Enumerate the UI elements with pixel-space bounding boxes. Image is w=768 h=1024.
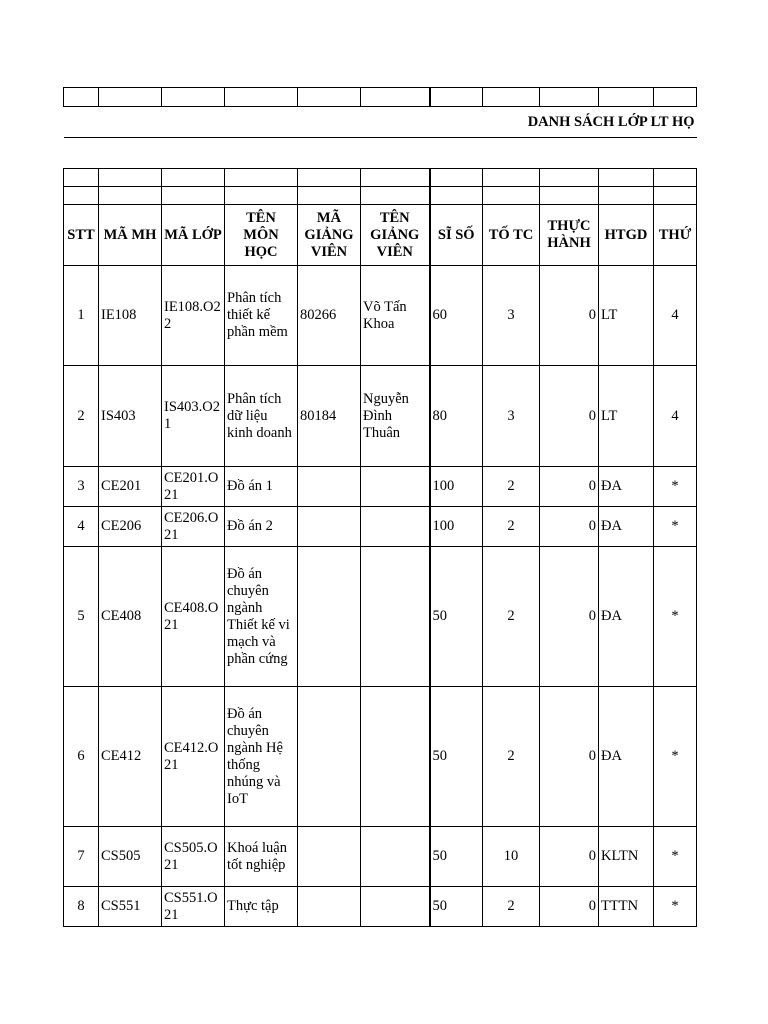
spreadsheet	[63, 87, 696, 927]
cell-si-so: 80	[430, 366, 483, 467]
cell-thuc-hanh: 0	[540, 887, 599, 927]
table-row	[64, 366, 697, 467]
cell-to-tc: 2	[483, 507, 540, 547]
cell-to-tc: 2	[483, 887, 540, 927]
cell-htgd: TTTN	[599, 887, 654, 927]
cell-ma-giang-vien	[298, 887, 361, 927]
cell-ten-mon-hoc: Khoá luận tốt nghiệp	[225, 827, 298, 887]
cell-thu: *	[654, 887, 697, 927]
cell-to-tc: 2	[483, 547, 540, 687]
cell-ma-mh: CS551	[99, 887, 162, 927]
cell-stt: 5	[64, 547, 99, 687]
cell-ma-lop: CS551.O21	[162, 887, 225, 927]
header-ten-mon-hoc: TÊN MÔN HỌC	[225, 205, 298, 266]
cell-ten-mon-hoc: Phân tích dữ liệu kinh doanh	[225, 366, 298, 467]
header-ma-mh: MÃ MH	[99, 205, 162, 266]
page-title: DANH SÁCH LỚP LT HỌ	[527, 113, 695, 130]
title-row	[64, 107, 697, 138]
cell-thuc-hanh: 0	[540, 467, 599, 507]
table-row	[64, 507, 697, 547]
cell-ma-giang-vien: 80184	[298, 366, 361, 467]
table-row	[64, 266, 697, 366]
cell-thuc-hanh: 0	[540, 366, 599, 467]
cell-ten-mon-hoc: Đồ án chuyên ngành Thiết kế vi mạch và phần cứng	[225, 547, 298, 687]
cell-ten-giang-vien: Võ Tấn Khoa	[361, 266, 430, 366]
cell-ma-mh: CE206	[99, 507, 162, 547]
cell-ten-mon-hoc: Thực tập	[225, 887, 298, 927]
cell-ten-giang-vien	[361, 827, 430, 887]
cell-ma-mh: IS403	[99, 366, 162, 467]
empty-row	[64, 187, 697, 205]
cell-htgd: ĐA	[599, 687, 654, 827]
cell-ten-giang-vien: Nguyễn Đình Thuân	[361, 366, 430, 467]
cell-thu: *	[654, 507, 697, 547]
cell-ma-lop: CE412.O21	[162, 687, 225, 827]
table-row	[64, 687, 697, 827]
header-htgd: HTGD	[599, 205, 654, 266]
cell-ma-lop: IS403.O21	[162, 366, 225, 467]
cell-htgd: KLTN	[599, 827, 654, 887]
cell-to-tc: 3	[483, 366, 540, 467]
cell-ma-giang-vien: 80266	[298, 266, 361, 366]
cell-thuc-hanh: 0	[540, 266, 599, 366]
cell-ten-mon-hoc: Đồ án chuyên ngành Hệ thống nhúng và IoT	[225, 687, 298, 827]
cell-htgd: LT	[599, 266, 654, 366]
cell-thu: *	[654, 467, 697, 507]
cell-htgd: ĐA	[599, 507, 654, 547]
cell-to-tc: 2	[483, 467, 540, 507]
spacer-row	[64, 138, 697, 169]
cell-to-tc: 3	[483, 266, 540, 366]
cell-ten-mon-hoc: Đồ án 1	[225, 467, 298, 507]
cell-ten-mon-hoc: Đồ án 2	[225, 507, 298, 547]
cell-si-so: 50	[430, 687, 483, 827]
cell-thuc-hanh: 0	[540, 507, 599, 547]
class-list-table	[63, 87, 697, 927]
header-thu: THỨ	[654, 205, 697, 266]
cell-thu: *	[654, 547, 697, 687]
cell-ten-giang-vien	[361, 467, 430, 507]
cell-thu: 4	[654, 366, 697, 467]
cell-ma-lop: IE108.O22	[162, 266, 225, 366]
table-row	[64, 547, 697, 687]
header-ma-giang-vien: MÃ GIẢNG VIÊN	[298, 205, 361, 266]
cell-ten-giang-vien	[361, 547, 430, 687]
cell-to-tc: 2	[483, 687, 540, 827]
cell-ma-lop: CE201.O21	[162, 467, 225, 507]
header-ten-giang-vien: TÊN GIẢNG VIÊN	[361, 205, 430, 266]
cell-stt: 4	[64, 507, 99, 547]
cell-ma-giang-vien	[298, 507, 361, 547]
cell-htgd: ĐA	[599, 467, 654, 507]
cell-thu: 4	[654, 266, 697, 366]
cell-ma-mh: CE412	[99, 687, 162, 827]
header-si-so: SĨ SỐ	[430, 205, 483, 266]
cell-si-so: 100	[430, 507, 483, 547]
cell-stt: 7	[64, 827, 99, 887]
cell-si-so: 50	[430, 547, 483, 687]
empty-row	[64, 88, 697, 107]
header-row	[64, 205, 697, 266]
cell-ten-giang-vien	[361, 507, 430, 547]
cell-stt: 1	[64, 266, 99, 366]
table-row	[64, 887, 697, 927]
cell-ma-mh: IE108	[99, 266, 162, 366]
header-to-tc: TỐ TC	[483, 205, 540, 266]
cell-ma-giang-vien	[298, 467, 361, 507]
cell-si-so: 50	[430, 887, 483, 927]
header-thuc-hanh: THỰC HÀNH	[540, 205, 599, 266]
cell-ma-giang-vien	[298, 687, 361, 827]
cell-ten-mon-hoc: Phân tích thiết kế phần mềm	[225, 266, 298, 366]
header-stt: STT	[64, 205, 99, 266]
cell-ma-mh: CE201	[99, 467, 162, 507]
cell-stt: 3	[64, 467, 99, 507]
cell-stt: 6	[64, 687, 99, 827]
cell-htgd: ĐA	[599, 547, 654, 687]
empty-row	[64, 169, 697, 187]
cell-htgd: LT	[599, 366, 654, 467]
cell-to-tc: 10	[483, 827, 540, 887]
cell-si-so: 100	[430, 467, 483, 507]
cell-thuc-hanh: 0	[540, 687, 599, 827]
table-row	[64, 467, 697, 507]
cell-stt: 2	[64, 366, 99, 467]
cell-thuc-hanh: 0	[540, 827, 599, 887]
cell-ma-lop: CS505.O21	[162, 827, 225, 887]
cell-ma-lop: CE206.O21	[162, 507, 225, 547]
cell-thuc-hanh: 0	[540, 547, 599, 687]
cell-thu: *	[654, 827, 697, 887]
cell-ten-giang-vien	[361, 887, 430, 927]
header-ma-lop: MÃ LỚP	[162, 205, 225, 266]
cell-si-so: 60	[430, 266, 483, 366]
cell-thu: *	[654, 687, 697, 827]
table-row	[64, 827, 697, 887]
cell-ma-mh: CE408	[99, 547, 162, 687]
cell-si-so: 50	[430, 827, 483, 887]
cell-ma-mh: CS505	[99, 827, 162, 887]
cell-ten-giang-vien	[361, 687, 430, 827]
cell-ma-giang-vien	[298, 547, 361, 687]
cell-stt: 8	[64, 887, 99, 927]
cell-ma-lop: CE408.O21	[162, 547, 225, 687]
cell-ma-giang-vien	[298, 827, 361, 887]
